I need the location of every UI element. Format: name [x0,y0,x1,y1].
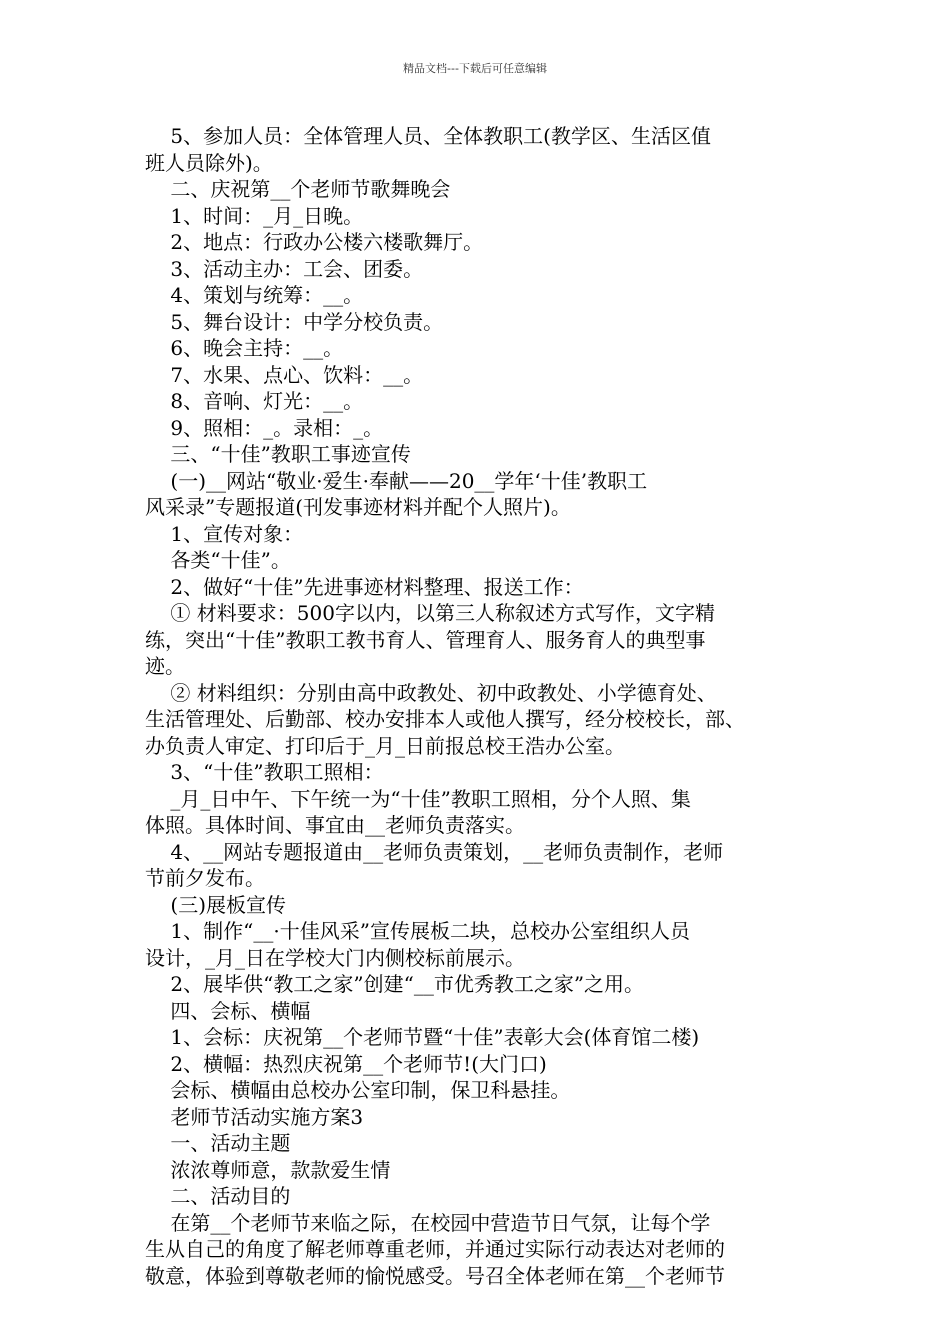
paragraph-line: 迹。 [145,654,185,678]
paragraph-line: 7、水果、点心、饮料：__。 [145,362,424,387]
paragraph-line: 4、策划与统筹：__。 [145,283,364,307]
paragraph-line: _月_日中午、下午统一为“十佳”教职工照相，分个人照、集 [145,786,691,811]
paragraph-line: 2、展毕供“教工之家”创建“__市优秀教工之家”之用。 [145,972,645,996]
paragraph-line: 2、横幅：热烈庆祝第__个老师节!(大门口) [145,1051,547,1076]
paragraph-line: 体照。具体时间、事宜由__老师负责落实。 [145,813,525,837]
paragraph-line: (三)展板宣传 [145,892,287,917]
paragraph-line: (一)__网站“敬业·爱生·奉献——20__学年‘十佳’教职工 [145,468,648,493]
paragraph-line: 3、“十佳”教职工照相： [145,760,384,784]
paragraph-line: 在第__个老师节来临之际，在校园中营造节日气氛，让每个学 [145,1210,711,1235]
paragraph-line: 5、参加人员：全体管理人员、全体教职工(教学区、生活区值 [145,124,711,148]
paragraph-line: 风采录”专题报道(刊发事迹材料并配个人照片)。 [145,495,571,519]
paragraph-line: ① 材料要求：500字以内，以第三人称叙述方式写作，文字精 [145,601,715,625]
paragraph-line: ② 材料组织：分别由高中政教处、初中政教处、小学德育处、 [145,680,717,705]
paragraph-line: 各类“十佳”。 [145,548,291,572]
paragraph-line: 二、庆祝第__个老师节歌舞晚会 [145,177,451,201]
paragraph-line: 敬意，体验到尊敬老师的愉悦感受。号召全体老师在第__个老师节 [145,1263,725,1288]
paragraph-line: 老师节活动实施方案3 [145,1104,364,1129]
paragraph-line: 办负责人审定、打印后于_月_日前报总校王浩办公室。 [145,733,625,758]
paragraph-line: 8、音响、灯光：__。 [145,389,364,413]
paragraph-line: 节前夕发布。 [145,866,265,890]
paragraph-line: 1、制作“__·十佳风采”宣传展板二块，总校办公室组织人员 [145,919,690,943]
page-header: 精品文档---下载后可任意编辑 [403,62,547,75]
paragraph-line: 四、会标、横幅 [145,998,311,1023]
paragraph-line: 设计，_月_日在学校大门内侧校标前展示。 [145,945,525,970]
paragraph-line: 6、晚会主持：__。 [145,336,344,360]
paragraph-line: 班人员除外)。 [145,150,273,175]
paragraph-line: 一、活动主题 [145,1131,291,1155]
paragraph-line: 2、做好“十佳”先进事迹材料整理、报送工作： [145,574,584,599]
paragraph-line: 4、__网站专题报道由__老师负责策划，__老师负责制作，老师 [145,839,724,864]
paragraph-line: 3、活动主办：工会、团委。 [145,256,424,281]
paragraph-line: 5、舞台设计：中学分校负责。 [145,309,444,334]
paragraph-line: 生活管理处、后勤部、校办安排本人或他人撰写，经分校校长，部、 [145,707,745,731]
paragraph-line: 1、会标：庆祝第__个老师节暨“十佳”表彰大会(体育馆二楼) [145,1025,700,1049]
paragraph-line: 2、地点：行政办公楼六楼歌舞厅。 [145,230,484,254]
document-body [145,123,815,1289]
paragraph-line: 会标、横幅由总校办公室印制，保卫科悬挂。 [145,1078,571,1102]
paragraph-line: 1、宣传对象： [145,521,304,546]
paragraph-line: 练，突出“十佳”教职工教书育人、管理育人、服务育人的典型事 [145,627,706,652]
paragraph-line: 9、照相：_。录相：_。 [145,415,384,440]
paragraph-line: 生从自己的角度了解老师尊重老师，并通过实际行动表达对老师的 [145,1237,725,1261]
paragraph-line: 二、活动目的 [145,1184,291,1208]
paragraph-line: 浓浓尊师意，款款爱生情 [145,1157,391,1182]
paragraph-line: 三、“十佳”教职工事迹宣传 [145,442,411,466]
paragraph-line: 1、时间：_月_日晚。 [145,203,364,228]
